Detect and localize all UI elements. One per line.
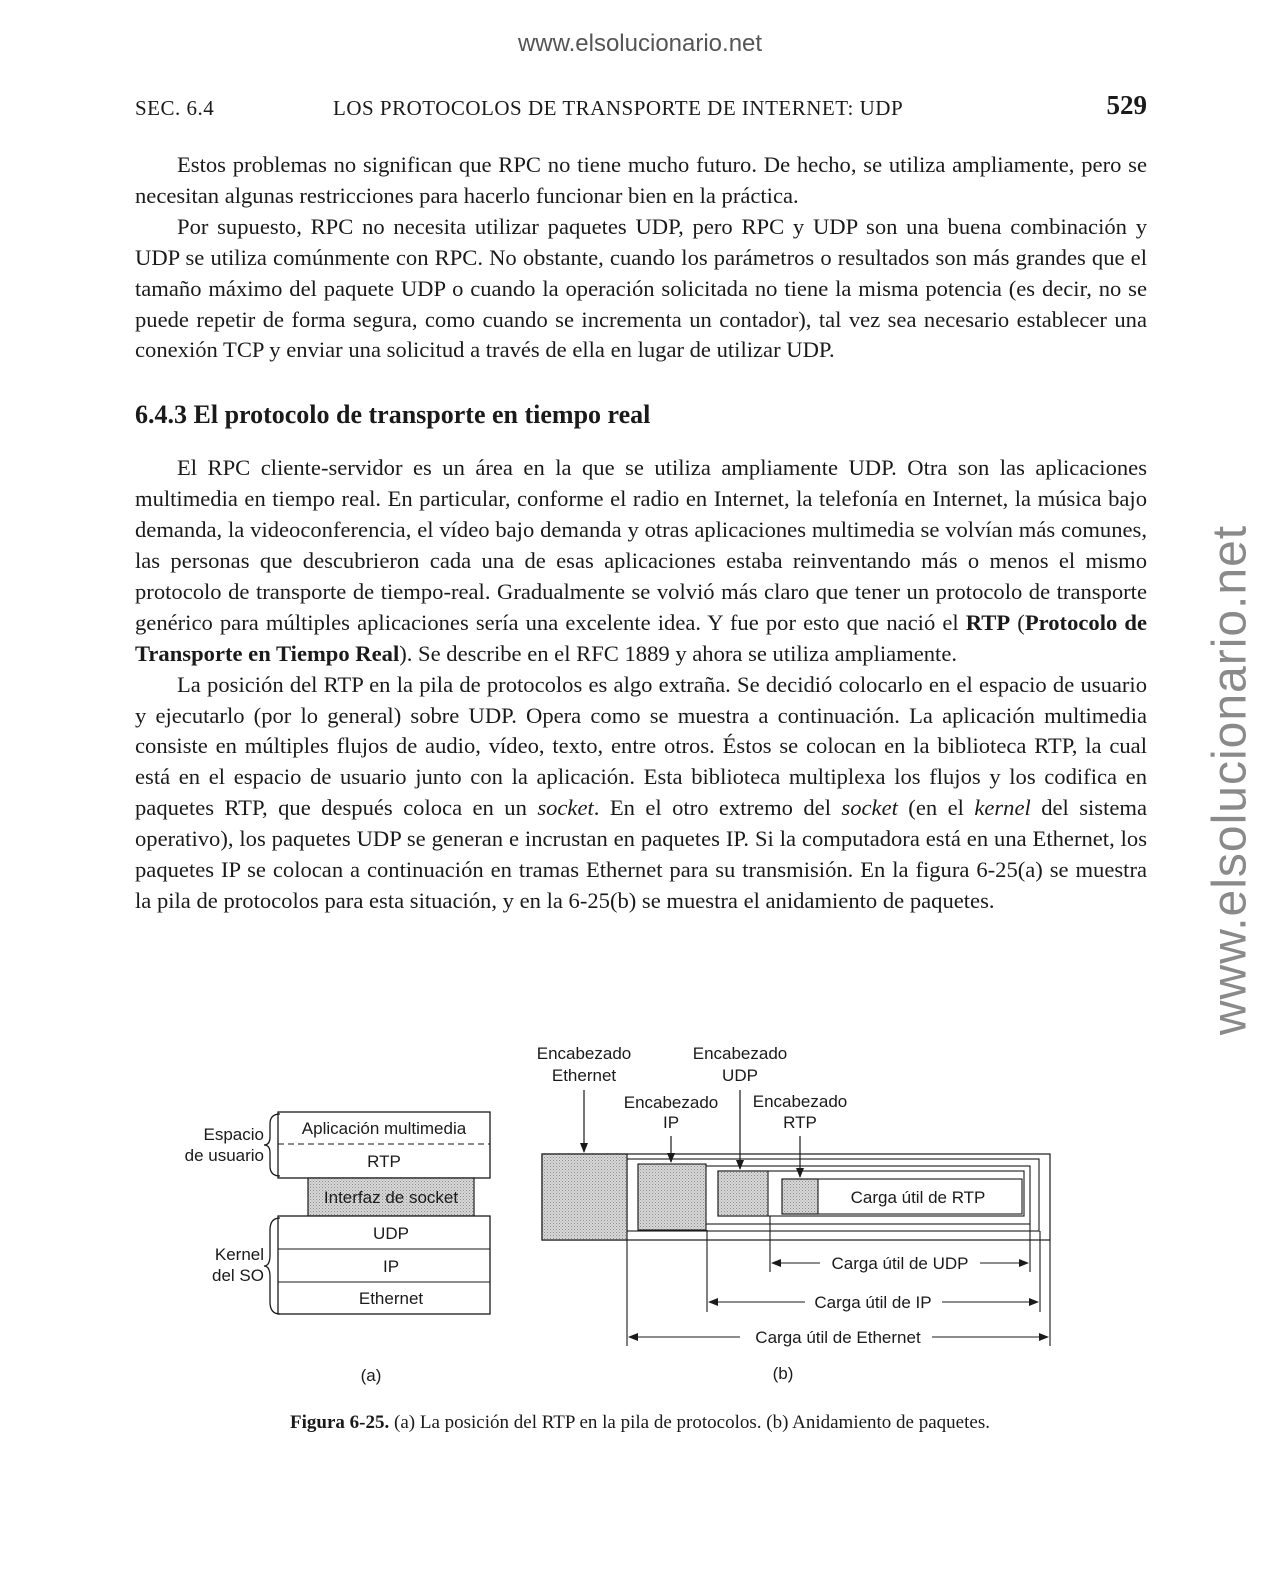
- udp-payload-label: Carga útil de UDP: [831, 1254, 969, 1273]
- chapter-title: LOS PROTOCOLOS DE TRANSPORTE DE INTERNET: UDP: [333, 96, 904, 120]
- label-a: (a): [360, 1366, 382, 1385]
- ethernet-header: [542, 1154, 627, 1240]
- paragraph-4: [135, 670, 1147, 917]
- page-number: 529: [1106, 90, 1147, 120]
- section-number: SEC. 6.4: [135, 96, 215, 120]
- ip-header: [638, 1164, 706, 1230]
- layer-udp: UDP: [373, 1224, 409, 1243]
- figure-caption: [0, 1412, 1280, 1434]
- hdr-ip-label-2: IP: [662, 1113, 680, 1132]
- layer-app: Aplicación multimedia: [301, 1119, 467, 1138]
- figure-caption-number: Figura 6-25.: [290, 1412, 390, 1433]
- figure-svg: [160, 1040, 1060, 1385]
- layer-ip: IP: [382, 1257, 400, 1276]
- body-text: [135, 150, 1147, 917]
- watermark-side: www.elsolucionario.net: [1203, 524, 1257, 1036]
- brace-kernel-label-2: del SO: [212, 1266, 264, 1285]
- paragraph-3-tail: ). Se describe en el RFC 1889 y ahora se utiliza ampliamente.: [399, 640, 958, 666]
- hdr-eth-label-2: Ethernet: [551, 1066, 617, 1085]
- figure-6-25: [160, 1040, 1060, 1385]
- kernel-term: kernel: [974, 795, 1031, 821]
- layer-rtp: RTP: [367, 1152, 401, 1171]
- protocol-stack: [185, 1112, 490, 1385]
- hdr-udp-label-1: Encabezado: [692, 1044, 788, 1063]
- brace-user-label-2: de usuario: [184, 1146, 264, 1165]
- brace-user-label-1: Espacio: [203, 1125, 264, 1144]
- hdr-rtp-label-2: RTP: [783, 1113, 817, 1132]
- paragraph-3-text: El RPC cliente-servidor es un área en la que se utiliza ampliamente UDP. Otra son las aplicaciones multimedia en tiempo real. En particular, conforme el radio en Internet, la telefonía en Internet, la música bajo demanda, la videoconferencia, el vídeo bajo demanda y otras aplicaciones multimedia se volvían más comunes, las personas que descubrieron cada una de esas aplicaciones estaba reinventando más o menos el mismo protocolo de transporte de tiempo-real. Gradualmente se volvió más claro que tener un protocolo de transporte genérico para múltiples aplicaciones sería una excelente idea. Y fue por esto que nació el: [135, 455, 1147, 635]
- watermark-top: www.elsolucionario.net: [517, 30, 763, 57]
- paragraph-3-paren: (: [1010, 609, 1025, 635]
- udp-header: [718, 1171, 768, 1216]
- layer-ethernet: Ethernet: [358, 1289, 424, 1308]
- paragraph-3: [135, 453, 1147, 669]
- hdr-ip-label-1: Encabezado: [623, 1093, 719, 1112]
- rtp-expansion: Protocolo de Transporte en Tiempo Real: [135, 609, 1147, 666]
- paragraph-2: Por supuesto, RPC no necesita utilizar paquetes UDP, pero RPC y UDP son una buena combinación y UDP se utiliza comúnmente con RPC. No obstante, cuando los parámetros o resultados son más grandes que el tamaño máximo del paquete UDP o cuando la operación solicitada no tiene la misma potencia (es decir, no se puede repetir de forma segura, como cuando se incrementa un contador), tal vez sea necesario establecer una conexión TCP y enviar una solicitud a través de ella en lugar de utilizar UDP.: [135, 213, 1147, 363]
- rtp-header: [782, 1179, 818, 1214]
- paragraph-4-d: del sistema operativo), los paquetes UDP se generan e incrustan en paquetes IP. Si la computadora está en una Ethernet, los paquetes IP se colocan a continuación en tramas Ethernet para su transmisión. En la figura 6-25(a) se muestra la pila de protocolos para esta situación, y en la 6-25(b) se muestra el anidamiento de paquetes.: [135, 795, 1148, 913]
- hdr-udp-label-2: UDP: [722, 1066, 758, 1085]
- layer-socket: Interfaz de socket: [323, 1188, 459, 1207]
- hdr-rtp-label-1: Encabezado: [752, 1092, 848, 1111]
- paragraph-4-b: . En el otro extremo del: [593, 795, 842, 821]
- ip-payload-label: Carga útil de IP: [814, 1293, 932, 1312]
- hdr-eth-label-1: Encabezado: [536, 1044, 632, 1063]
- paragraph-4-a: La posición del RTP en la pila de protocolos es algo extraña. Se decidió colocarlo en el espacio de usuario y ejecutarlo (por lo general) sobre UDP. Opera como se muestra a continuación. La aplicación multimedia consiste en múltiples flujos de audio, vídeo, texto, entre otros. Éstos se colocan en la biblioteca RTP, la cual está en el espacio de usuario junto con la aplicación. Esta biblioteca multiplexa los flujos y los codifica en paquetes RTP, que después coloca en un: [135, 671, 1147, 821]
- paragraph-4-c: (en el: [897, 795, 975, 821]
- running-head: [135, 90, 1147, 126]
- rtp-term: RTP: [965, 609, 1011, 635]
- packet-nesting: [537, 1044, 1050, 1383]
- socket-term-1: socket: [537, 795, 594, 821]
- rtp-payload-label: Carga útil de RTP: [850, 1188, 986, 1207]
- figure-caption-text: (a) La posición del RTP en la pila de protocolos. (b) Anidamiento de paquetes.: [394, 1412, 990, 1433]
- paragraph-1: Estos problemas no significan que RPC no tiene mucho futuro. De hecho, se utiliza ampliamente, pero se necesitan algunas restricciones para hacerlo funcionar bien en la práctica.: [135, 152, 1147, 208]
- socket-term-2: socket: [841, 795, 898, 821]
- brace-kernel-label-1: Kernel: [214, 1245, 264, 1264]
- section-heading: 6.4.3 El protocolo de transporte en tiempo real: [135, 400, 651, 430]
- label-b: (b): [772, 1364, 794, 1383]
- eth-payload-label: Carga útil de Ethernet: [755, 1328, 921, 1347]
